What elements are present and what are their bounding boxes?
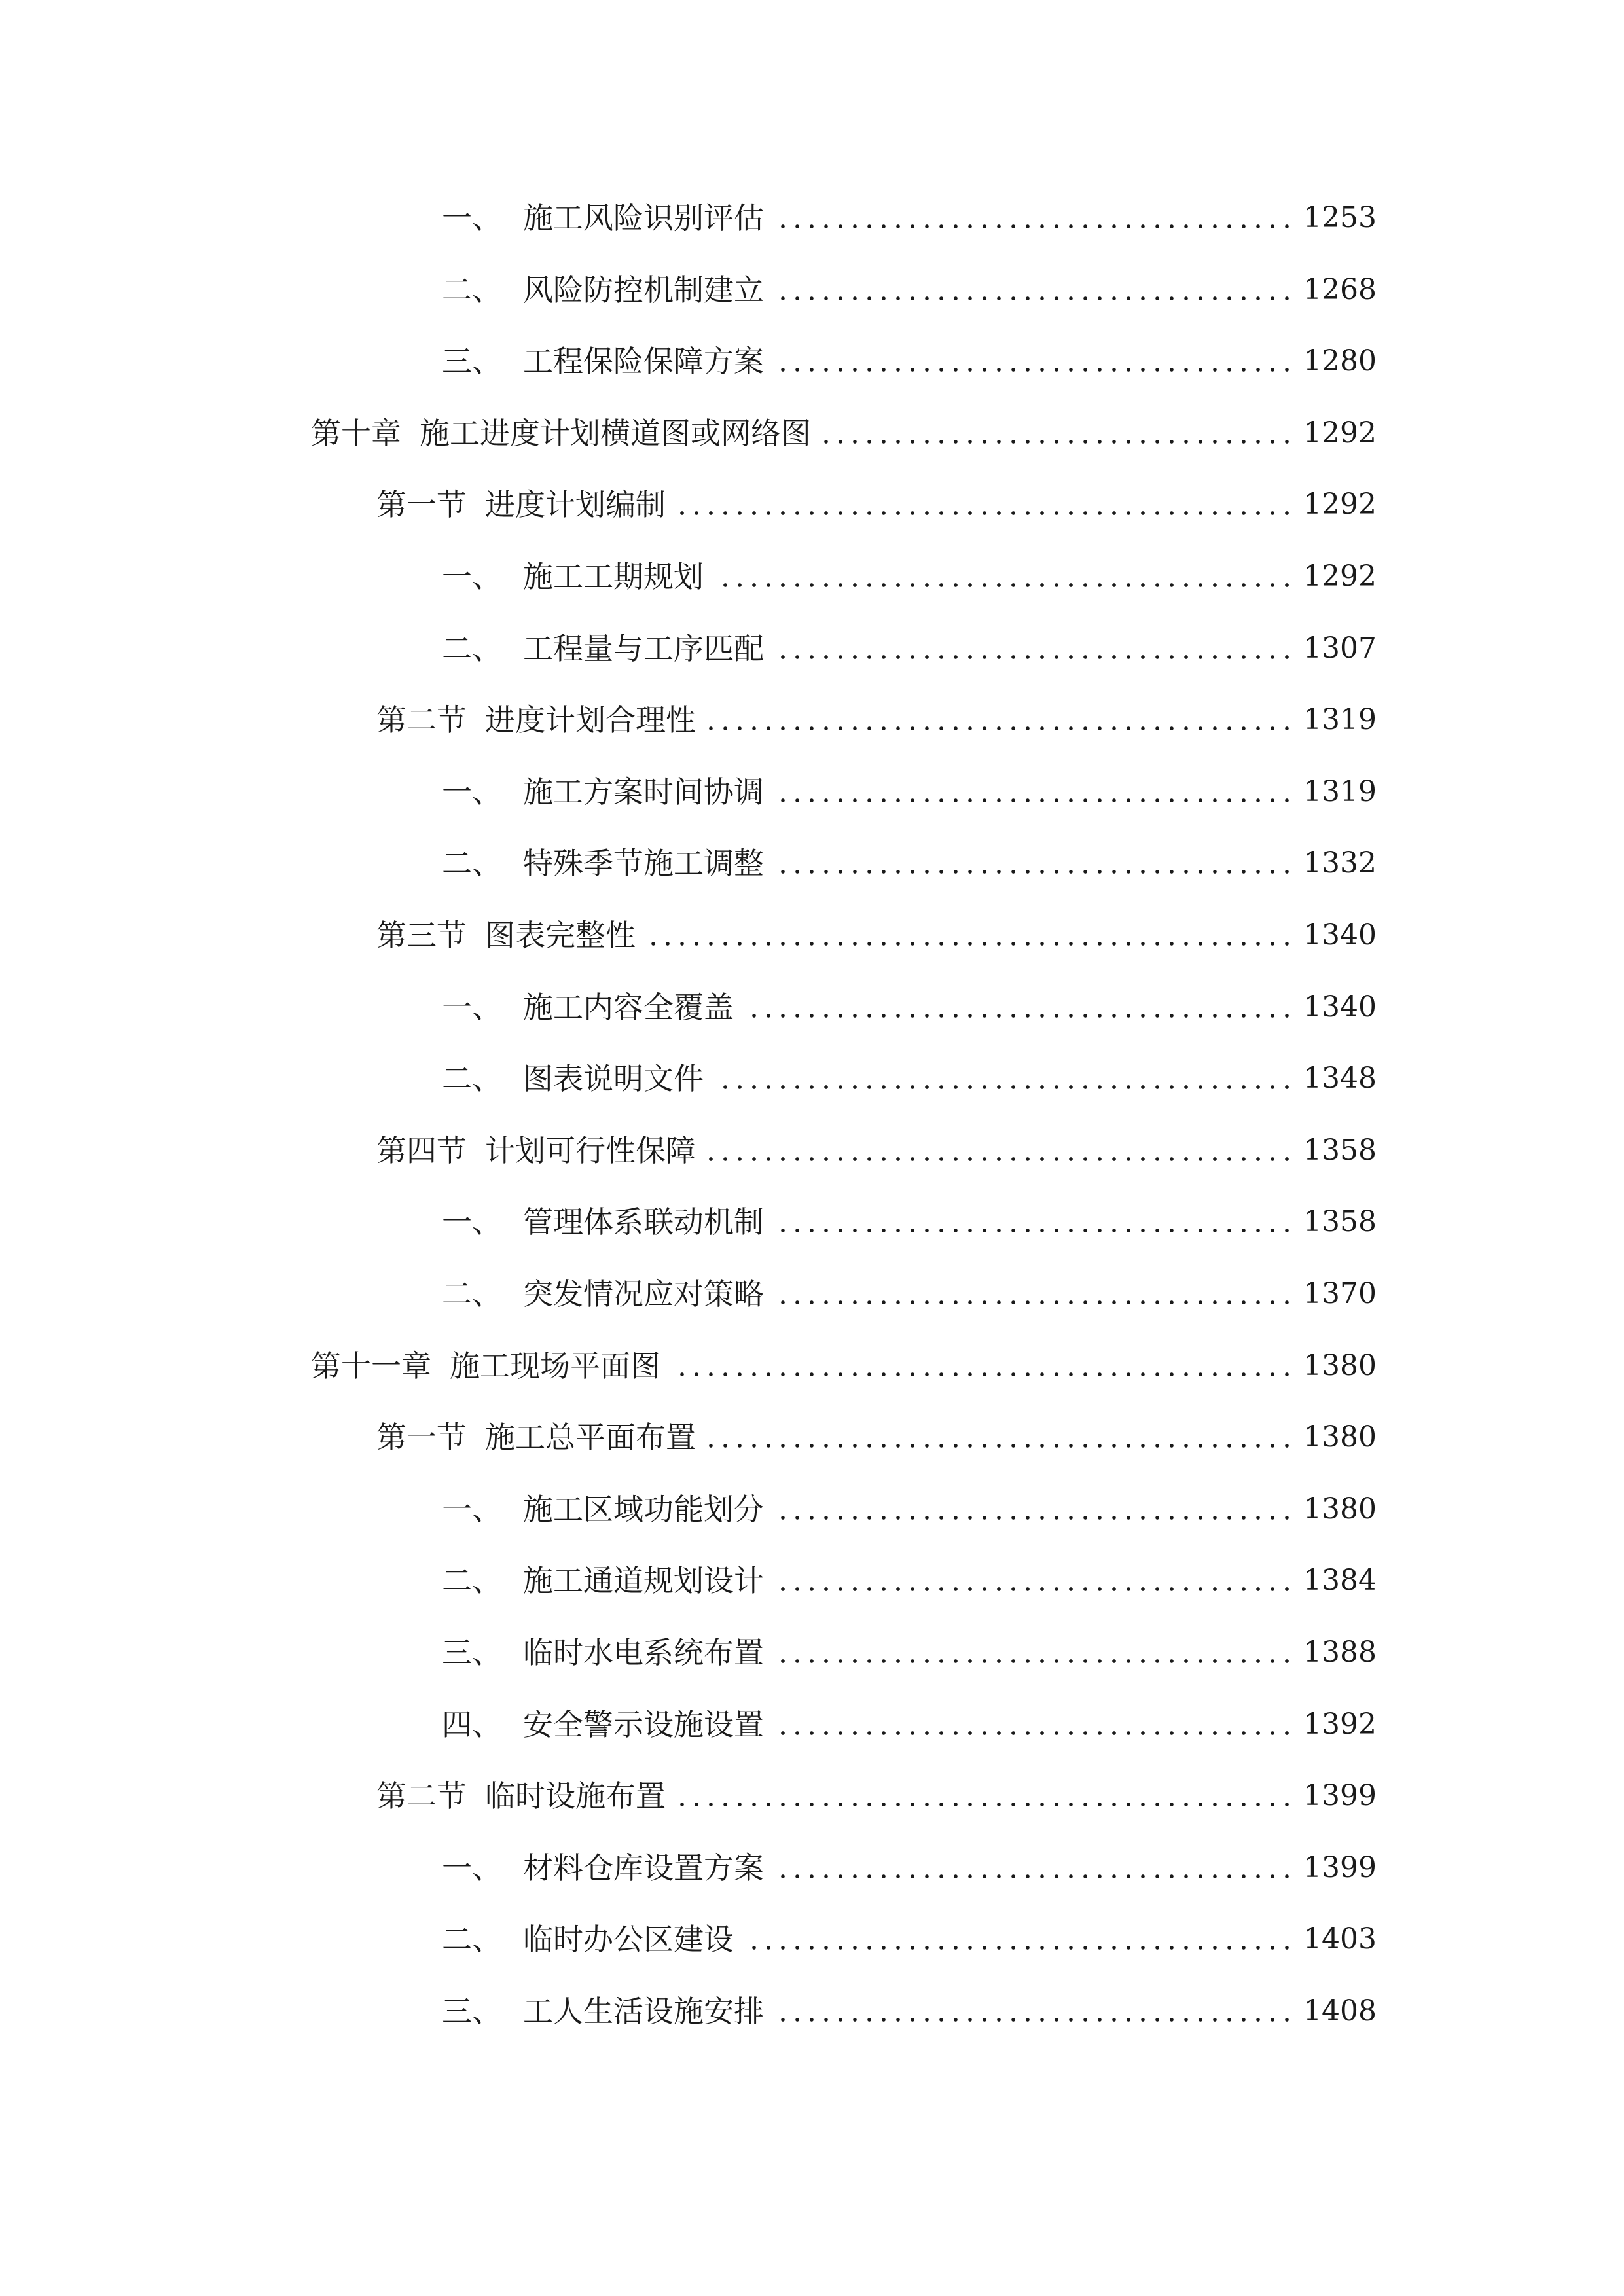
entry-page-number: 1358 <box>1303 1134 1377 1167</box>
entry-page-number: 1253 <box>1303 201 1377 234</box>
dot-leader <box>670 1340 1294 1392</box>
dot-leader <box>773 622 1294 675</box>
dot-leader <box>743 1913 1294 1965</box>
entry-number: 二、 <box>442 272 502 308</box>
entry-page-number: 1292 <box>1303 488 1377 521</box>
entry-page-number: 1370 <box>1303 1277 1377 1310</box>
entry-number: 一、 <box>442 200 502 236</box>
toc-entry <box>0 264 1624 316</box>
entry-page-number: 1268 <box>1303 273 1377 306</box>
toc-entry <box>0 1483 1624 1535</box>
dot-leader <box>820 407 1294 459</box>
entry-number: 二、 <box>442 846 502 881</box>
toc-entry <box>0 1052 1624 1105</box>
entry-title: 材料仓库设置方案 <box>523 1850 764 1886</box>
toc-entry <box>0 550 1624 603</box>
entry-page-number: 1292 <box>1303 560 1377 593</box>
entry-number: 第二节 <box>376 702 467 738</box>
entry-number: 三、 <box>442 344 502 379</box>
dot-leader <box>713 550 1294 603</box>
entry-page-number: 1340 <box>1303 918 1377 952</box>
entry-number: 二、 <box>442 1061 502 1096</box>
toc-entry <box>0 192 1624 244</box>
dot-leader <box>675 478 1294 531</box>
entry-number: 第一节 <box>376 1420 467 1455</box>
entry-page-number: 1307 <box>1303 632 1377 665</box>
toc-entry <box>0 335 1624 387</box>
dot-leader <box>713 1052 1294 1105</box>
entry-title: 进度计划编制 <box>485 487 666 522</box>
toc-entry <box>0 407 1624 459</box>
dot-leader <box>773 264 1294 316</box>
entry-title: 施工区域功能划分 <box>523 1492 764 1527</box>
entry-title: 施工方案时间协调 <box>523 774 764 810</box>
entry-title: 施工现场平面图 <box>450 1348 660 1384</box>
entry-page-number: 1399 <box>1303 1779 1377 1812</box>
entry-title: 施工风险识别评估 <box>523 200 764 236</box>
toc-entry <box>0 1268 1624 1320</box>
dot-leader <box>773 1483 1294 1535</box>
entry-title: 管理体系联动机制 <box>523 1204 764 1240</box>
entry-page-number: 1403 <box>1303 1922 1377 1956</box>
dot-leader <box>773 1842 1294 1894</box>
toc-entry <box>0 1770 1624 1822</box>
toc-entry <box>0 1196 1624 1248</box>
toc-entry <box>0 1340 1624 1392</box>
dot-leader <box>705 1124 1294 1177</box>
toc-entry <box>0 1913 1624 1965</box>
entry-title: 突发情况应对策略 <box>523 1276 764 1312</box>
entry-title: 工人生活设施安排 <box>523 1994 764 2029</box>
toc-entry <box>0 1554 1624 1607</box>
entry-number: 一、 <box>442 774 502 810</box>
entry-title: 特殊季节施工调整 <box>523 846 764 881</box>
toc-entry <box>0 1698 1624 1751</box>
entry-page-number: 1319 <box>1303 703 1377 736</box>
dot-leader <box>773 1554 1294 1607</box>
entry-number: 一、 <box>442 1850 502 1886</box>
entry-title: 临时设施布置 <box>485 1778 666 1814</box>
entry-page-number: 1380 <box>1303 1420 1377 1454</box>
entry-number: 第四节 <box>376 1133 467 1168</box>
dot-leader <box>773 837 1294 889</box>
entry-number: 第二节 <box>376 1778 467 1814</box>
dot-leader <box>773 1268 1294 1320</box>
dot-leader <box>645 909 1294 961</box>
entry-title: 施工内容全覆盖 <box>523 990 734 1025</box>
toc-entry <box>0 622 1624 675</box>
entry-number: 二、 <box>442 1922 502 1957</box>
entry-title: 图表完整性 <box>485 918 636 953</box>
entry-title: 施工总平面布置 <box>485 1420 696 1455</box>
entry-number: 三、 <box>442 1994 502 2029</box>
entry-title: 工程量与工序匹配 <box>523 631 764 666</box>
entry-page-number: 1280 <box>1303 344 1377 378</box>
entry-title: 图表说明文件 <box>523 1061 704 1096</box>
toc-entry <box>0 766 1624 818</box>
toc-entry <box>0 1985 1624 2037</box>
entry-number: 二、 <box>442 1563 502 1598</box>
entry-page-number: 1319 <box>1303 775 1377 808</box>
dot-leader <box>773 1698 1294 1751</box>
entry-number: 第三节 <box>376 918 467 953</box>
entry-number: 第十章 <box>311 416 401 451</box>
entry-number: 一、 <box>442 1204 502 1240</box>
entry-title: 安全警示设施设置 <box>523 1707 764 1742</box>
entry-title: 计划可行性保障 <box>485 1133 696 1168</box>
entry-number: 四、 <box>442 1707 502 1742</box>
dot-leader <box>773 766 1294 818</box>
entry-page-number: 1408 <box>1303 1994 1377 2028</box>
entry-page-number: 1292 <box>1303 416 1377 450</box>
dot-leader <box>773 1626 1294 1679</box>
toc-entry <box>0 1626 1624 1679</box>
entry-number: 三、 <box>442 1635 502 1670</box>
entry-number: 一、 <box>442 990 502 1025</box>
entry-page-number: 1380 <box>1303 1492 1377 1526</box>
entry-number: 一、 <box>442 1492 502 1527</box>
entry-page-number: 1380 <box>1303 1349 1377 1382</box>
toc-entry <box>0 694 1624 746</box>
toc-entry <box>0 478 1624 531</box>
dot-leader <box>773 1985 1294 2037</box>
entry-page-number: 1340 <box>1303 990 1377 1024</box>
entry-page-number: 1392 <box>1303 1708 1377 1741</box>
entry-title: 工程保险保障方案 <box>523 344 764 379</box>
entry-title: 进度计划合理性 <box>485 702 696 738</box>
dot-leader <box>773 1196 1294 1248</box>
entry-page-number: 1348 <box>1303 1062 1377 1095</box>
dot-leader <box>675 1770 1294 1822</box>
dot-leader <box>743 981 1294 1033</box>
entry-number: 第十一章 <box>311 1348 431 1384</box>
dot-leader <box>773 335 1294 387</box>
toc-entry <box>0 909 1624 961</box>
toc-entry <box>0 1842 1624 1894</box>
dot-leader <box>705 1411 1294 1463</box>
entry-title: 风险防控机制建立 <box>523 272 764 308</box>
entry-title: 施工通道规划设计 <box>523 1563 764 1598</box>
entry-page-number: 1384 <box>1303 1564 1377 1597</box>
entry-number: 二、 <box>442 1276 502 1312</box>
entry-number: 第一节 <box>376 487 467 522</box>
entry-title: 施工工期规划 <box>523 559 704 594</box>
toc-entry <box>0 1411 1624 1463</box>
toc-entry <box>0 837 1624 889</box>
entry-title: 施工进度计划横道图或网络图 <box>420 416 811 451</box>
entry-number: 一、 <box>442 559 502 594</box>
entry-page-number: 1332 <box>1303 846 1377 880</box>
entry-number: 二、 <box>442 631 502 666</box>
entry-page-number: 1399 <box>1303 1851 1377 1884</box>
toc-entry <box>0 981 1624 1033</box>
dot-leader <box>705 694 1294 746</box>
entry-title: 临时办公区建设 <box>523 1922 734 1957</box>
entry-title: 临时水电系统布置 <box>523 1635 764 1670</box>
toc-entry <box>0 1124 1624 1177</box>
dot-leader <box>773 192 1294 244</box>
entry-page-number: 1388 <box>1303 1636 1377 1669</box>
entry-page-number: 1358 <box>1303 1205 1377 1238</box>
